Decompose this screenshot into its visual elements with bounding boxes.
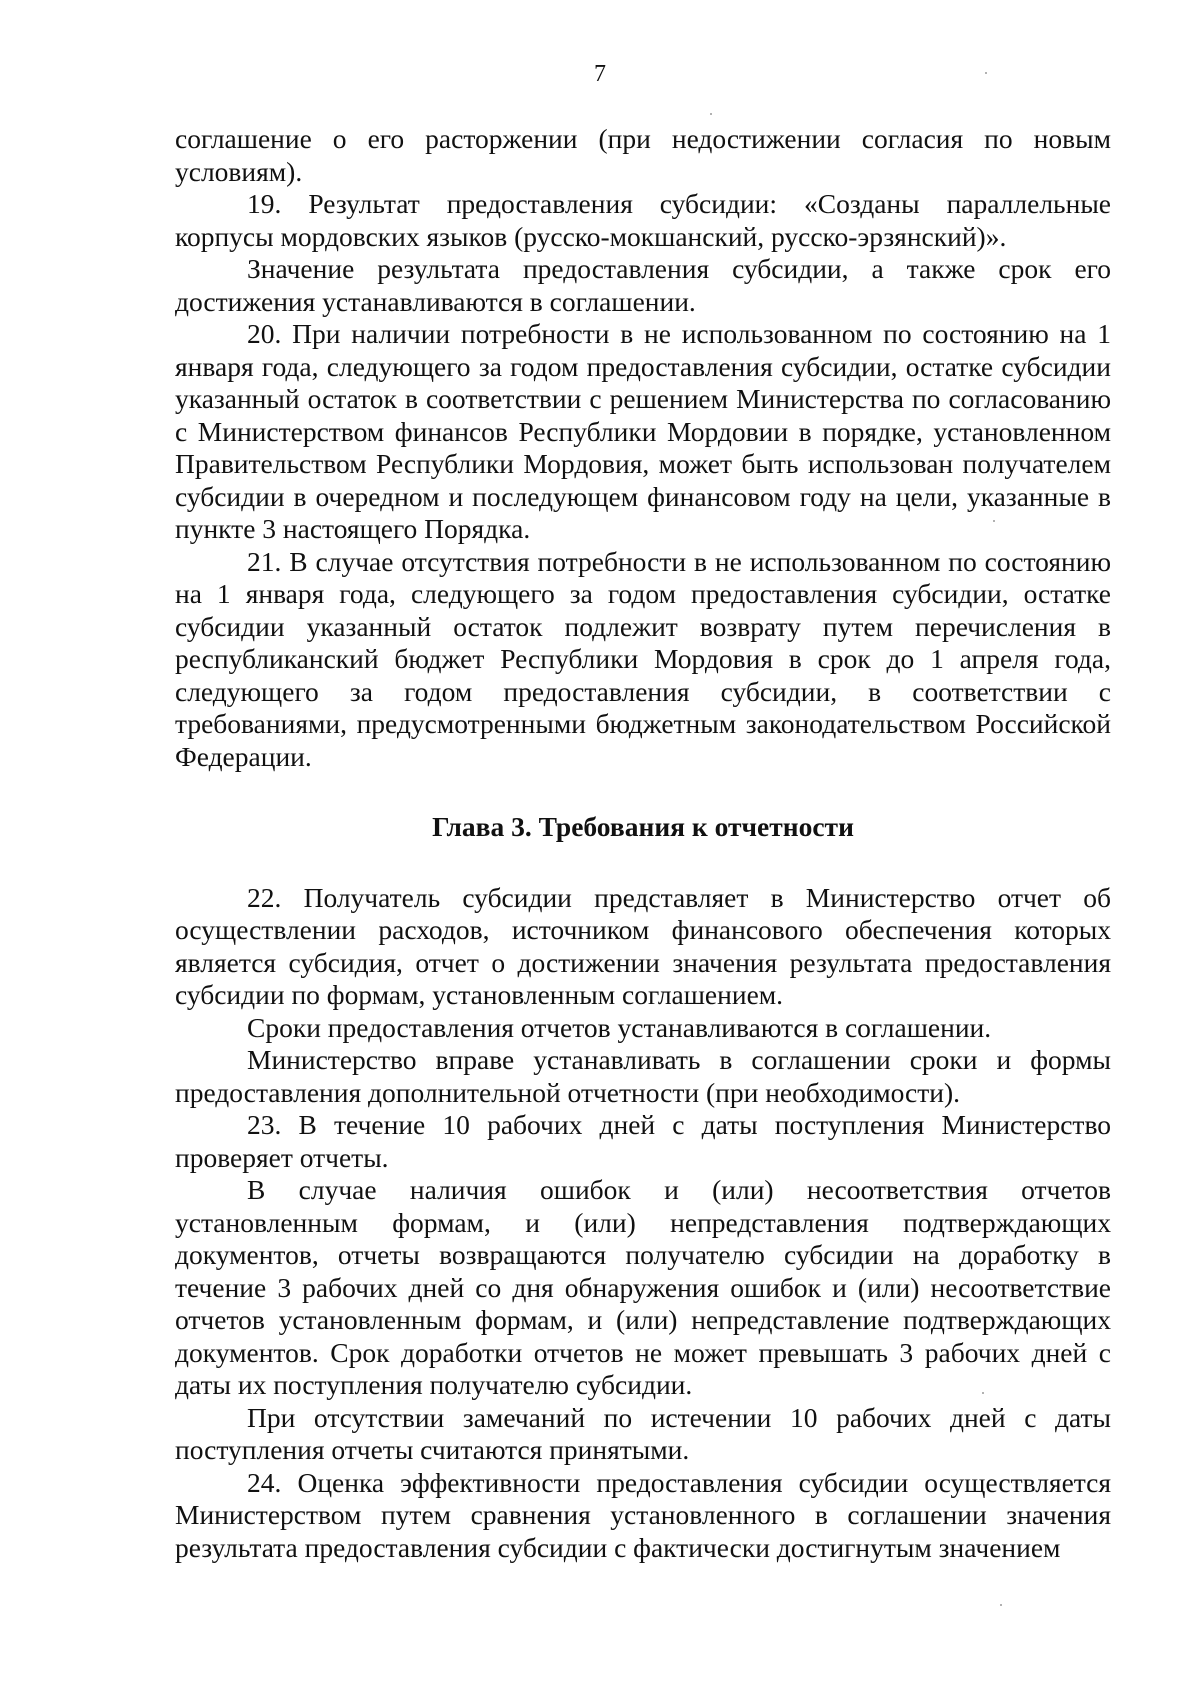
paragraph: 22. Получатель субсидии представляет в Министерство отчет об осуществлении расходов, источником финансового обеспечения которых является субсидия, отчет о достижении значения результата предоставления субсидии по формам, установленным соглашением. bbox=[175, 881, 1111, 1010]
paragraph: 23. В течение 10 рабочих дней с даты поступления Министерство проверяет отчеты. bbox=[175, 1109, 1111, 1173]
paragraph: 19. Результат предоставления субсидии: «Созданы параллельные корпусы мордовских языков (русско-мокшанский, русско-эрзянский)». bbox=[175, 188, 1111, 252]
scan-speck bbox=[982, 1392, 984, 1394]
paragraph: Министерство вправе устанавливать в соглашении сроки и формы предоставления дополнительной отчетности (при необходимости). bbox=[175, 1044, 1111, 1108]
scan-speck bbox=[710, 113, 712, 115]
paragraph: 24. Оценка эффективности предоставления субсидии осуществляется Министерством путем сравнения установленного в соглашении значения результата предоставления субсидии с фактически достигнутым значением bbox=[175, 1466, 1111, 1563]
paragraph: Значение результата предоставления субсидии, а также срок его достижения устанавливаются в соглашении. bbox=[175, 253, 1111, 317]
paragraph: Сроки предоставления отчетов устанавливаются в соглашении. bbox=[247, 1011, 992, 1043]
section-before-heading bbox=[175, 123, 1111, 773]
paragraph: В случае наличия ошибок и (или) несоответствия отчетов установленным формам, и (или) непредставления подтверждающих документов, отчеты возвращаются получателю субсидии на доработку в течение 3 рабочих дней со дня обнаружения ошибок и (или) несоответствие отчетов установленным формам, и (или) непредставление подтверждающих документов. Срок доработки отчетов не может превышать 3 рабочих дней с даты их поступления получателю субсидии. bbox=[175, 1174, 1111, 1400]
scan-speck bbox=[993, 520, 995, 522]
chapter-heading: Глава 3. Требования к отчетности bbox=[432, 811, 854, 842]
page-number: 7 bbox=[594, 61, 606, 87]
scan-speck bbox=[985, 72, 987, 74]
paragraph: 20. При наличии потребности в не использованном по состоянию на 1 января года, следующего за годом предоставления субсидии, остатке субсидии указанный остаток в соответствии с решением Министерства по согласованию с Министерством финансов Республики Мордовии в порядке, установленном Правительством Республики Мордовия, может быть использован получателем субсидии в очередном и последующем финансовом году на цели, указанные в пункте 3 настоящего Порядка. bbox=[175, 318, 1111, 544]
document-body bbox=[175, 123, 1111, 1564]
paragraph: соглашение о его расторжении (при недостижении согласия по новым условиям). bbox=[175, 123, 1111, 187]
section-after-heading bbox=[175, 882, 1111, 1565]
scan-speck bbox=[1000, 1604, 1002, 1606]
paragraph: При отсутствии замечаний по истечении 10 рабочих дней с даты поступления отчеты считаются принятыми. bbox=[175, 1401, 1111, 1465]
paragraph: 21. В случае отсутствия потребности в не использованном по состоянию на 1 января года, следующего за годом предоставления субсидии, остатке субсидии указанный остаток подлежит возврату путем перечисления в республиканский бюджет Республики Мордовия в срок до 1 апреля года, следующего за годом предоставления субсидии, в соответствии с требованиями, предусмотренными бюджетным законодательством Российской Федерации. bbox=[175, 545, 1111, 772]
